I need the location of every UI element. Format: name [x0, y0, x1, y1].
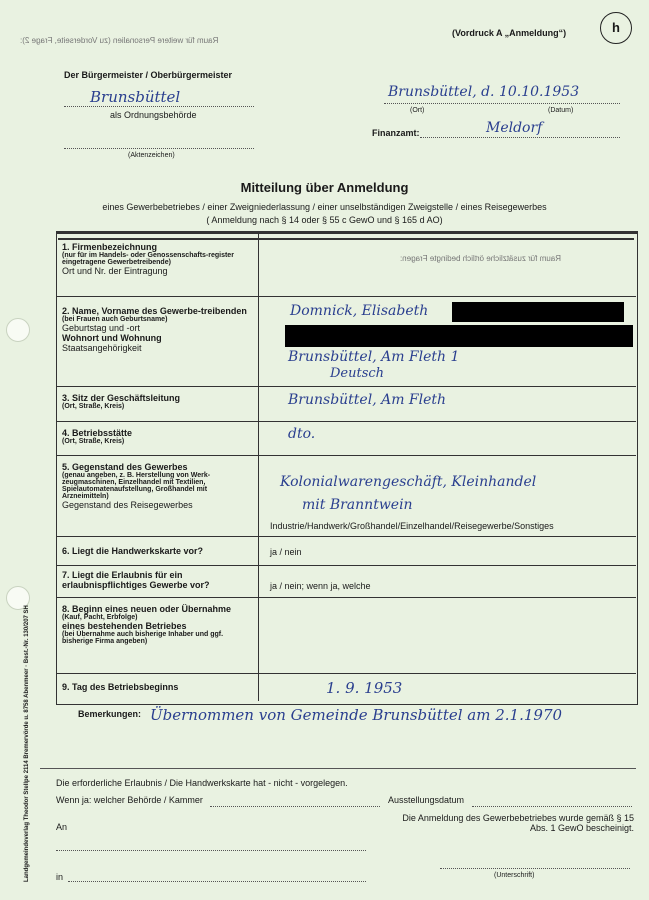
row-1-question: 1. Firmenbezeichnung (nur für im Handels- oder Genossenschafts-register eingetragene Gewerbetreibende) Ort und Nr. der Eintragung: [62, 242, 234, 276]
signature-dotline: [440, 868, 630, 869]
row-divider-1: [56, 296, 636, 297]
confirmation-text: Die Anmeldung des Gewerbebetriebes wurde gemäß § 15 Abs. 1 GewO bescheinigt.: [402, 813, 634, 833]
row-5-line1-value: Kolonialwarengeschäft, Kleinhandel: [280, 474, 537, 490]
publisher-imprint: Landgemeindeverlag Theodor Stellpe 2114 Bremervörde u. 8758 Abenmeer · Best.-Nr. 130/207 SH: [24, 605, 30, 882]
redaction-bar: [452, 302, 624, 322]
row-3-value: Brunsbüttel, Am Fleth: [288, 392, 447, 408]
row-9-question: 9. Tag des Betriebsbeginns: [62, 682, 179, 692]
in-label: in: [56, 872, 64, 882]
place-label: (Ort): [410, 107, 425, 114]
remarks-value: Übernommen von Gemeinde Brunsbüttel am 2.1.1970: [150, 706, 563, 724]
authority-heading: Der Bürgermeister / Oberbürgermeister: [64, 70, 233, 80]
row-3-question: 3. Sitz der Geschäftsleitung (Ort, Straße, Kreis): [62, 393, 181, 410]
row-2-question: 2. Name, Vorname des Gewerbe-treibenden (bei Frauen auch Geburtsname) Geburtstag und -ort Wohnort und Wohnung Staatsangehörigkeit: [62, 306, 247, 353]
place-date-dotline: [384, 103, 620, 104]
issue-date-dotline: [472, 806, 632, 807]
footer-line-1: Die erforderliche Erlaubnis / Die Handwerkskarte hat - nicht - vorgelegen.: [56, 778, 348, 788]
form-title: (Vordruck A „Anmeldung“): [452, 28, 567, 38]
in-dotline: [68, 881, 366, 882]
row-5-question: 5. Gegenstand des Gewerbes (genau angeben, z. B. Herstellung von Werk-zeugmaschinen, Einzelhandel mit Textilien, Spielautomatenaufstellung, Großhandel mit Arzneimitteln) Gegenstand des Reisegewerbes: [62, 462, 211, 510]
file-ref-dotline: [64, 148, 254, 149]
row-2-residence-value: Brunsbüttel, Am Fleth 1: [288, 349, 460, 365]
signature-label: (Unterschrift): [494, 872, 535, 879]
authority-role: als Ordnungsbehörde: [110, 110, 197, 120]
row-2-name-value: Domnick, Elisabeth: [290, 303, 429, 319]
row-divider-8: [56, 673, 636, 674]
table-column-divider: [258, 234, 259, 701]
issue-date-label: Ausstellungsdatum: [388, 795, 465, 805]
authority-dotline: [64, 106, 254, 107]
to-label: An: [56, 822, 68, 832]
row-4-question: 4. Betriebsstätte (Ort, Straße, Kreis): [62, 428, 133, 445]
row-2-nationality-value: Deutsch: [330, 366, 385, 381]
row-5-line2-value: mit Branntwein: [302, 497, 413, 513]
date-label: (Datum): [548, 107, 574, 114]
tax-office-value: Meldorf: [486, 120, 543, 136]
row-divider-4: [56, 455, 636, 456]
bleed-through-top: Raum für weitere Personalien (zu Vorderseite, Frage 2):: [20, 36, 219, 45]
bleed-through-right: Raum für zusätzliche örtlich bedingte Fragen:: [400, 254, 561, 263]
row-divider-3: [56, 421, 636, 422]
row-8-question: 8. Beginn eines neuen oder Übernahme (Kauf, Pacht, Erbfolge) eines bestehenden Betriebes (bei Übernahme auch bisherige Inhaber und ggf. bisherige Firma angeben): [62, 604, 232, 645]
row-6-options: ja / nein: [270, 547, 302, 557]
row-divider-5: [56, 536, 636, 537]
row-divider-7: [56, 597, 636, 598]
file-ref-label: (Aktenzeichen): [128, 152, 175, 159]
redaction-bar: [285, 325, 633, 347]
place-date-value: Brunsbüttel, d. 10.10.1953: [388, 84, 580, 100]
page-subtitle-1: eines Gewerbebetriebes / einer Zweigniederlassung / einer unselbständigen Zweigstelle / eines Reisegewerbes: [102, 202, 547, 212]
table-header-rule: [58, 238, 634, 240]
corner-letter-badge: h: [600, 12, 632, 44]
row-divider-6: [56, 565, 636, 566]
to-dotline: [56, 850, 366, 851]
punch-hole-upper: [6, 318, 30, 342]
page-title: Mitteilung über Anmeldung: [240, 180, 409, 195]
row-9-value: 1. 9. 1953: [326, 679, 403, 697]
row-4-value: dto.: [288, 426, 316, 442]
row-5-options: Industrie/Handwerk/Großhandel/Einzelhandel/Reisegewerbe/Sonstiges: [270, 521, 554, 531]
authority-value: Brunsbüttel: [90, 88, 181, 106]
authority-dotline-footer: [210, 806, 380, 807]
row-7-options: ja / nein; wenn ja, welche: [270, 581, 371, 591]
tax-office-dotline: [420, 137, 620, 138]
tax-office-label: Finanzamt:: [372, 128, 420, 138]
page-subtitle-2: ( Anmeldung nach § 14 oder § 55 c GewO und § 165 d AO): [206, 215, 443, 225]
footer-rule: [40, 768, 636, 769]
row-6-question: 6. Liegt die Handwerkskarte vor?: [62, 546, 204, 556]
remarks-label: Bemerkungen:: [78, 709, 142, 719]
footer-line-2: Wenn ja: welcher Behörde / Kammer: [56, 795, 203, 805]
row-7-question: 7. Liegt die Erlaubnis für ein erlaubnispflichtiges Gewerbe vor?: [62, 570, 210, 590]
row-divider-2: [56, 386, 636, 387]
